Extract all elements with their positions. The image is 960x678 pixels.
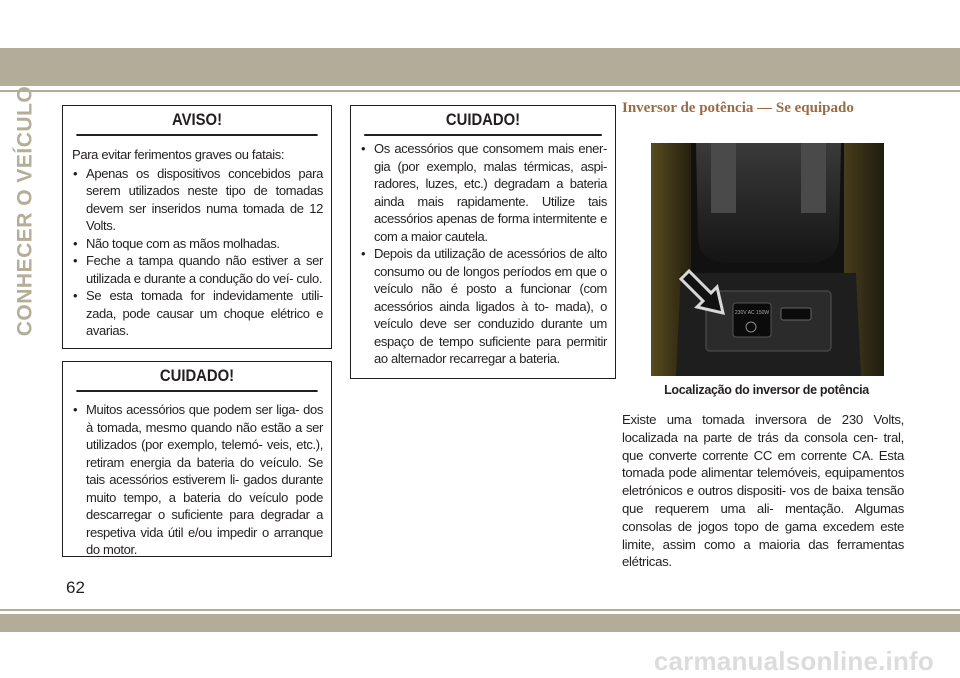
caution-body-1: [63, 392, 331, 567]
warning-item: • Feche a tampa quando não estiver a ser utilizada e durante a condução do veí- culo.: [72, 252, 323, 287]
warning-list: [72, 165, 323, 340]
top-margin: [0, 0, 960, 48]
watermark: carmanualsonline.info: [653, 646, 934, 676]
caution-item: • Os acessórios que consomem mais ener- gia (por exemplo, malas térmicas, aspi- radores, luzes, etc.) degradam a bateria ainda mais rapidamente. Utilize tais acessórios apenas de forma intermitente e com a maior cautela.: [360, 140, 607, 245]
warning-item: • Não toque com as mãos molhadas.: [72, 235, 323, 253]
warning-intro: Para evitar ferimentos graves ou fatais:: [72, 147, 285, 162]
section-title: Inversor de potência — Se equipado: [622, 100, 854, 116]
caution-list-1: [72, 401, 323, 559]
caution-item: • Muitos acessórios que podem ser liga- dos à tomada, mesmo quando não estão a ser utilizados (por exemplo, telemó- veis, etc.), retiram energia da bateria do veículo. Se tais acessórios estiverem li- gados durante muito tempo, a bateria do veículo pode descarregar o suficiente para degradar a respetiva vida útil e/ou impedir o arranque do motor.: [72, 401, 323, 559]
power-inverter-photo-icon: [651, 143, 884, 376]
chapter-side-title-text: CONHECER O VEÍCULO: [13, 85, 36, 337]
warning-item: • Se esta tomada for indevidamente utili- zada, pode causar um choque elétrico e avarias.: [72, 287, 323, 340]
photo-caption: Localização do inversor de potência: [664, 383, 869, 397]
power-inverter-photo: [651, 143, 884, 376]
footer-band: [0, 614, 960, 632]
chapter-side-title: [0, 85, 50, 337]
caution-list-2: [360, 140, 607, 368]
outlet-label: 230V AC 150W: [734, 310, 770, 316]
section-paragraph: Existe uma tomada inversora de 230 Volts, localizada na parte de trás da consola cen- tral, que converte corrente CC em corrente CA. Esta tomada pode alimentar telemóveis, equipamentos eletrónicos e outros dispositi- vos de baixa tensão que requerem uma ali- mentação. Algumas consolas de jogos topo de gama excedem este limite, assim como a maioria das ferramentas elétricas.: [622, 412, 904, 570]
caution-box-1: [62, 361, 332, 557]
header-band: [0, 48, 960, 86]
caution-box-2: [350, 105, 616, 379]
warning-body: [63, 136, 331, 348]
warning-box: [62, 105, 332, 349]
caution-heading-2: CUIDADO!: [364, 106, 602, 136]
warning-heading: AVISO!: [76, 106, 317, 136]
warning-item: • Apenas os dispositivos concebidos para serem utilizados neste tipo de tomadas devem ser inseridos numa tomada de 12 Volts.: [72, 165, 323, 235]
footer-rule: [0, 609, 960, 611]
caution-heading-1: CUIDADO!: [76, 362, 317, 392]
header-rule: [0, 90, 960, 92]
caution-body-2: [351, 136, 615, 376]
caution-item: • Depois da utilização de acessórios de alto consumo ou de longos períodos em que o veículo não é posto a funcionar (com acessórios ainda ligados à to- mada), o veículo deve ser conduzido durante um espaço de tempo suficiente para permitir ao alternador recarregar a bateria.: [360, 245, 607, 368]
page-number: 62: [66, 578, 85, 597]
